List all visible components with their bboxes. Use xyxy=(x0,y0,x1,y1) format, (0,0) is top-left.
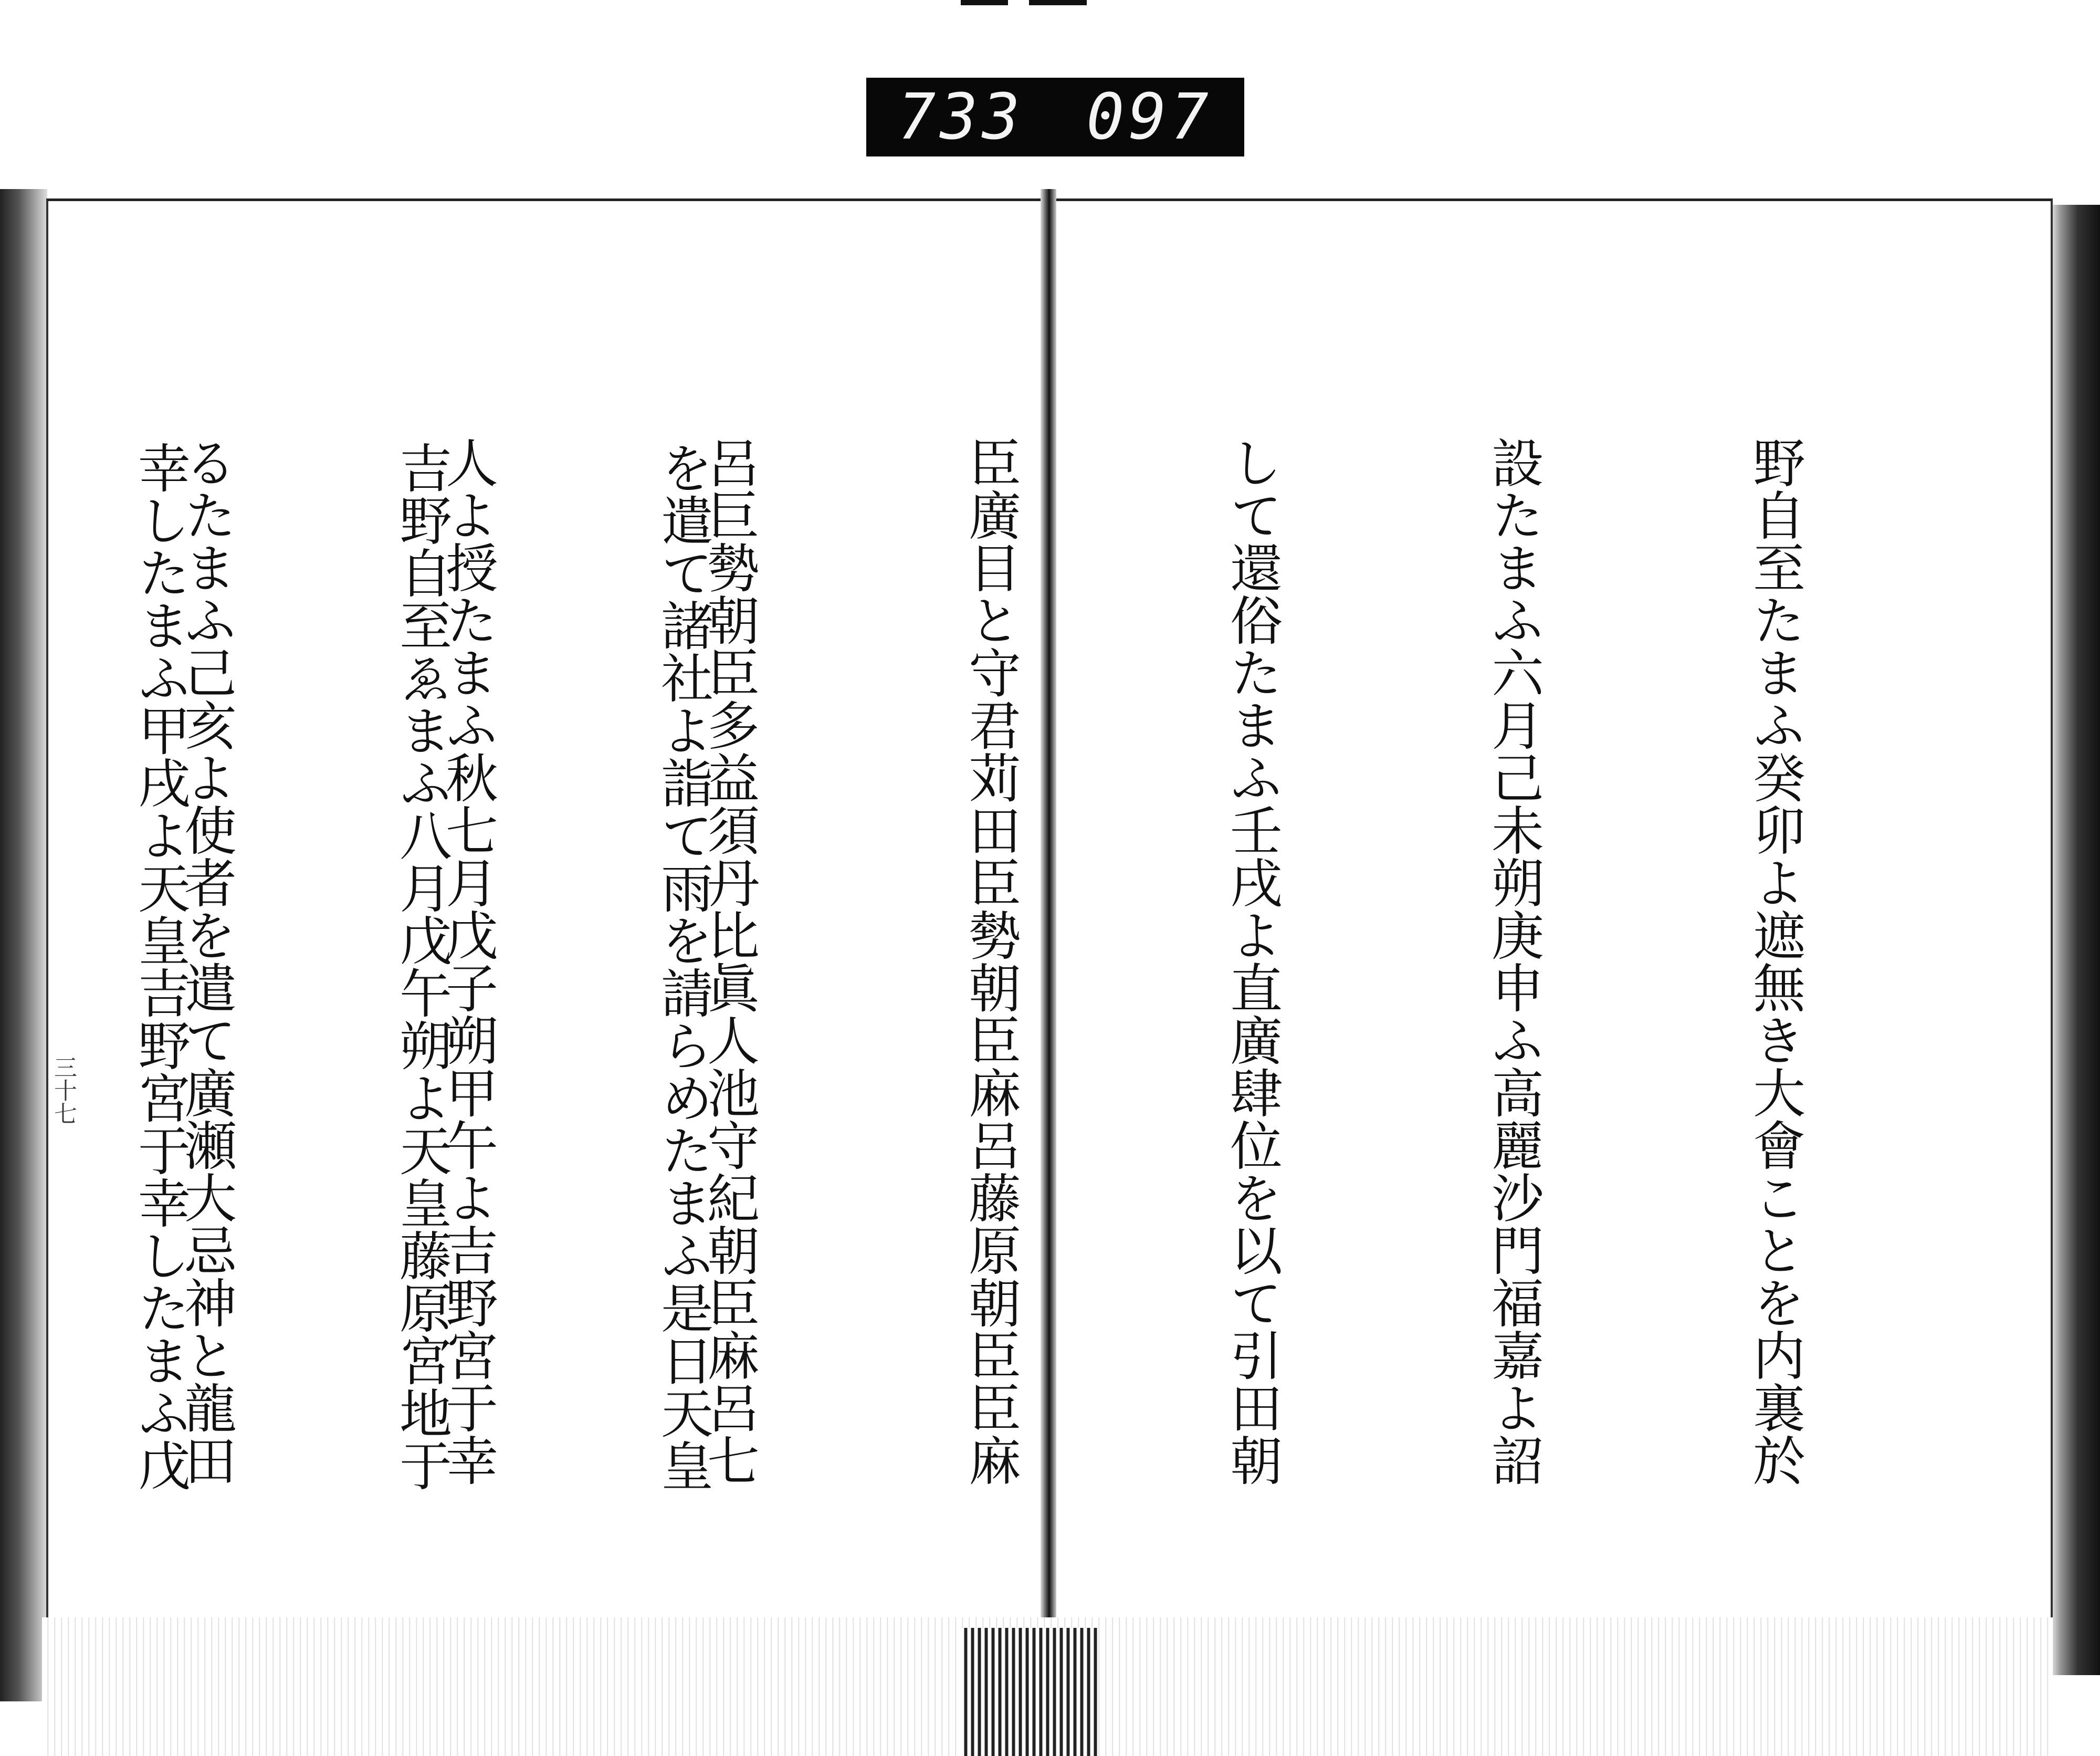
text-column: 設たまふ六月己未朔庚申ふ高麗沙門福嘉よ詔 xyxy=(1483,436,1544,1486)
page-number: 三十七 xyxy=(50,1055,77,1125)
top-edge-mark xyxy=(1029,0,1087,5)
left-page-text xyxy=(92,441,900,1518)
text-column: 吉野自至ゑまふ八月戊午朔よ天皇藤原宮地于 xyxy=(391,441,452,1491)
text-column: 臣廣目と守君苅田臣勢朝臣麻呂藤原朝臣臣麻 xyxy=(960,436,1021,1486)
text-column: を遣て諸社よ詣て雨を請らめたまふ是日天皇 xyxy=(652,441,713,1491)
text-column: 呂巨勢朝臣多益須丹比眞人池守紀朝臣麻呂七 xyxy=(698,436,760,1486)
frame-number-right: 097 xyxy=(1086,80,1213,154)
text-column: 野自至たまふ癸卯よ遮無き大會ことを内裏於 xyxy=(1744,436,1805,1486)
text-column: 幸したまふ甲戌よ天皇吉野宮于幸したまふ戊 xyxy=(129,441,191,1491)
binding-bottom xyxy=(961,1628,1097,1756)
microfilm-frame-label xyxy=(866,78,1244,156)
book-edge-right xyxy=(2050,205,2100,1675)
frame-number-left: 733 xyxy=(898,80,1024,154)
top-edge-mark xyxy=(961,0,1008,5)
text-column: して還俗たまふ壬戌よ直廣肆位を以て引田朝 xyxy=(1221,436,1283,1486)
text-column: るたまふ己亥よ使者を遣て廣瀬大忌神と龍田 xyxy=(175,436,237,1486)
text-column: 人よ授たまふ秋七月戊子朔甲午よ吉野宮于幸 xyxy=(437,436,498,1486)
